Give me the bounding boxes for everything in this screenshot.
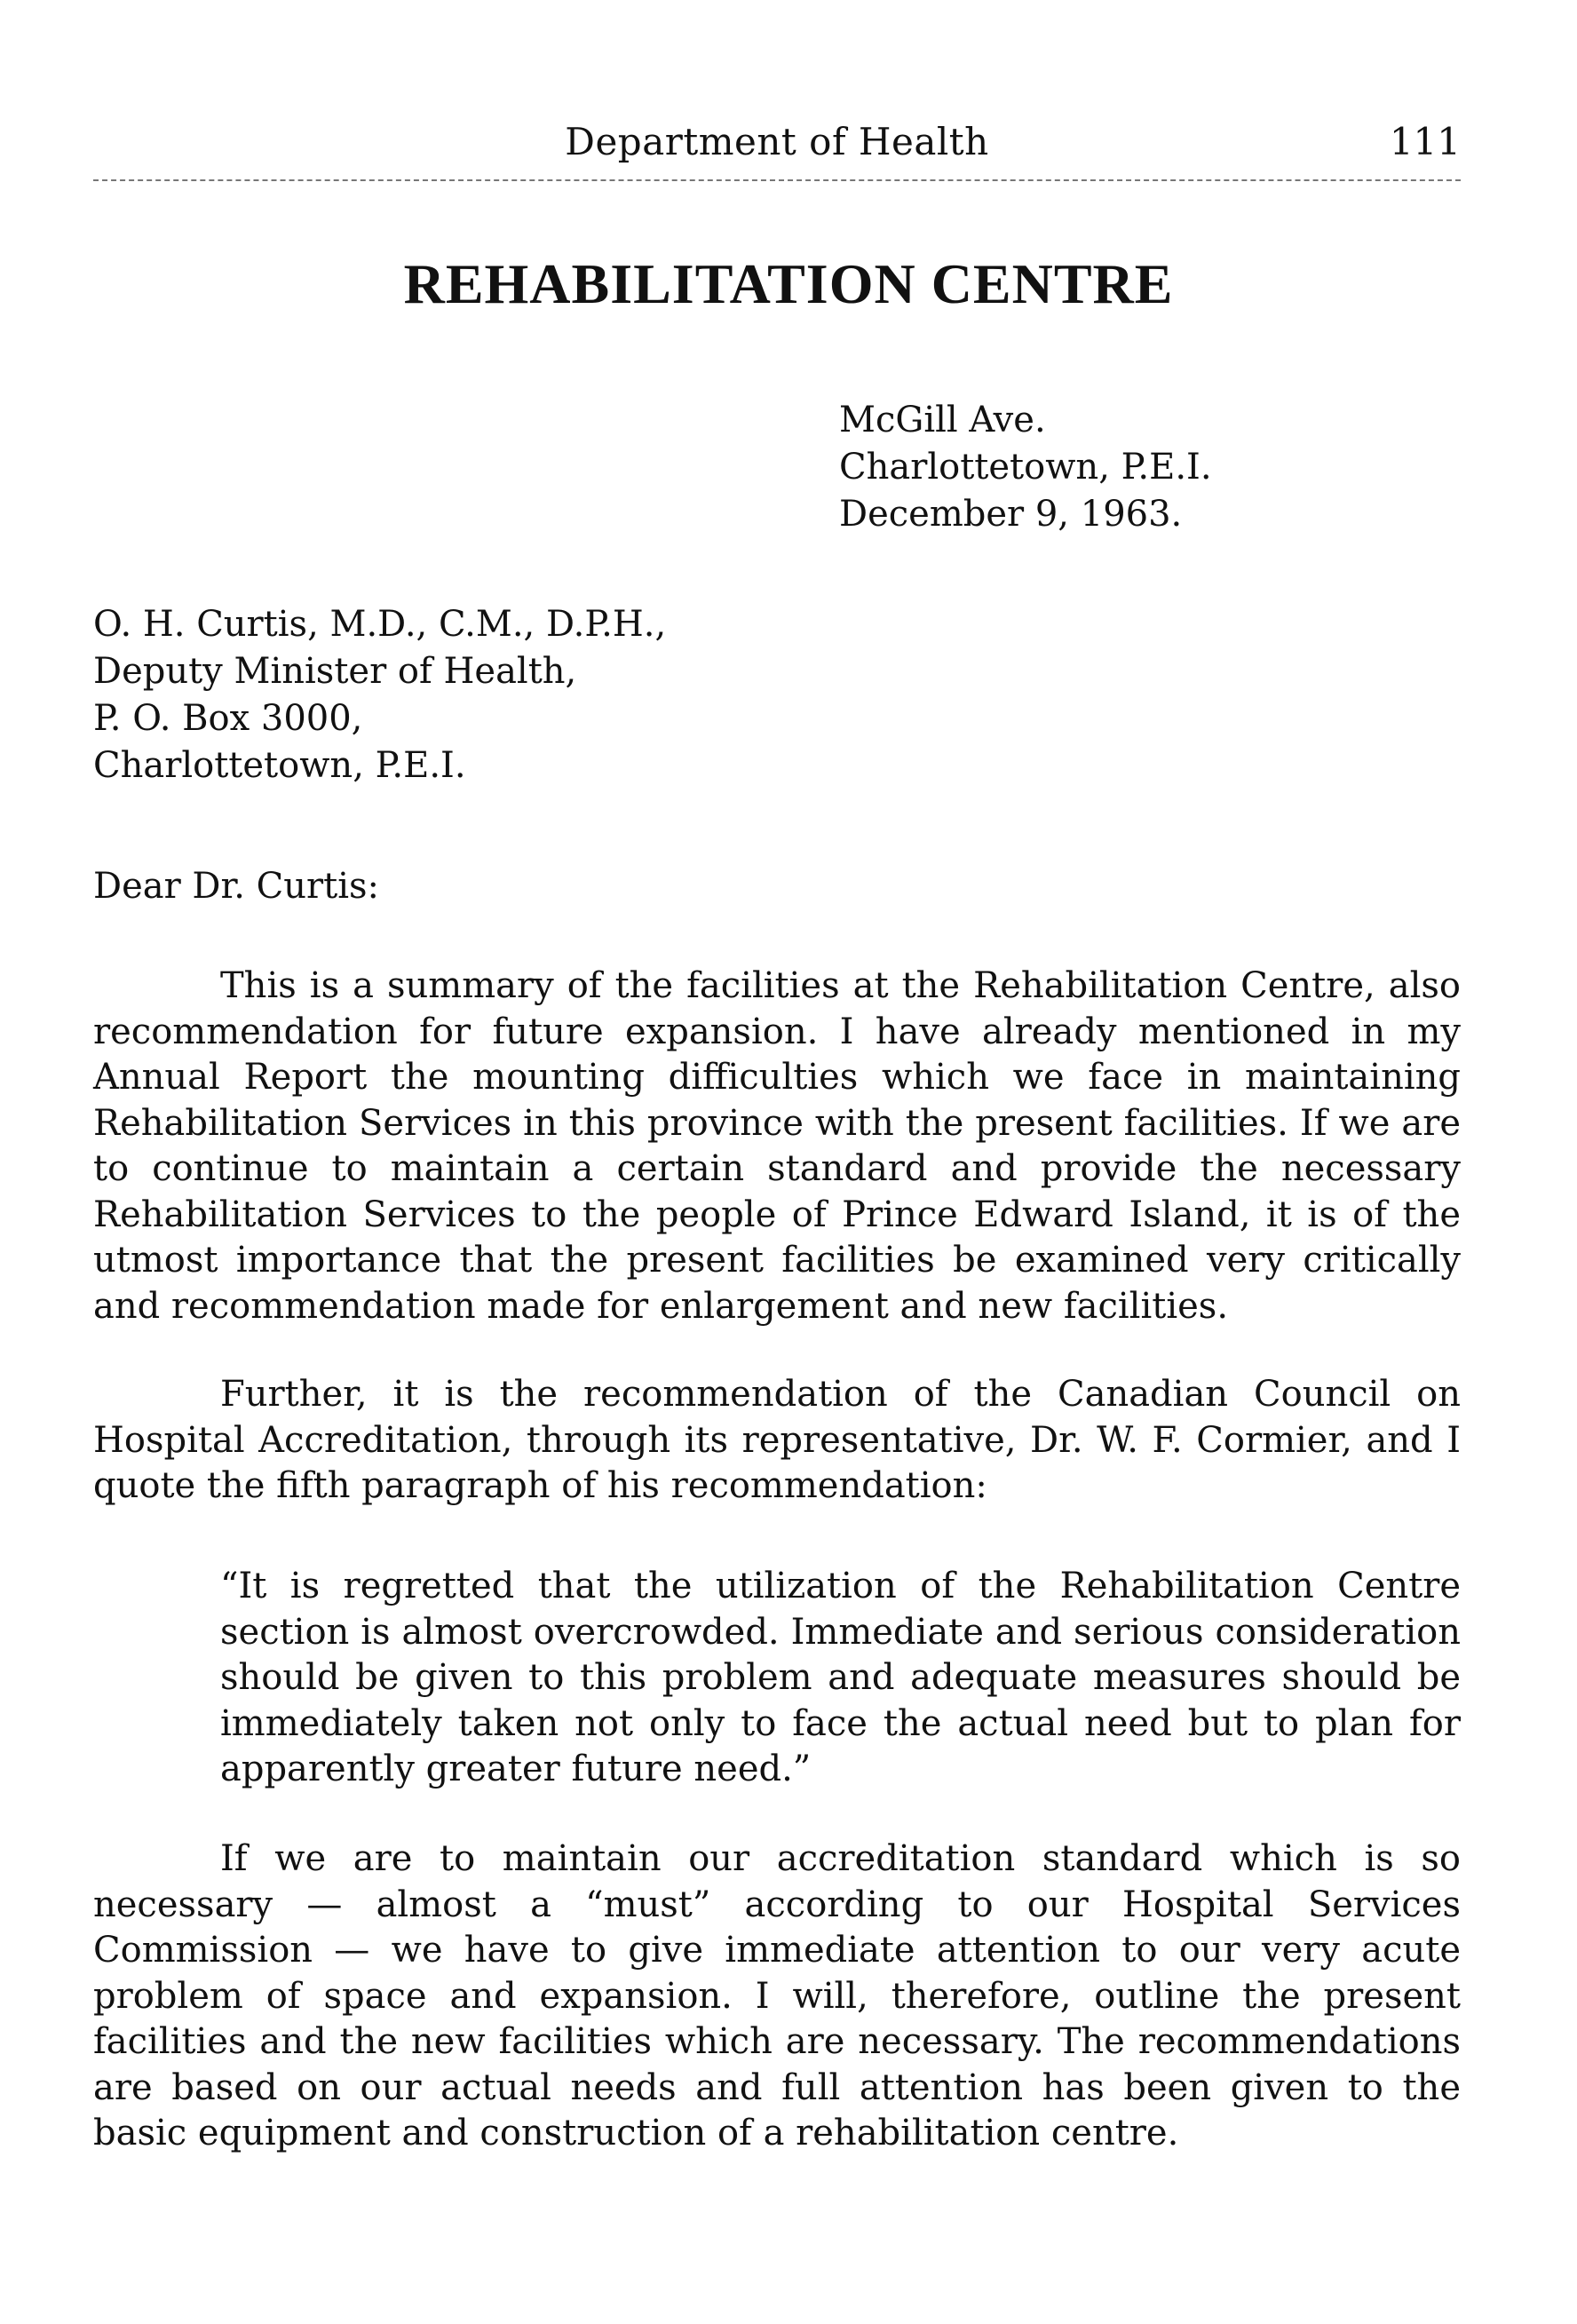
document-title: REHABILITATION CENTRE (403, 252, 1174, 315)
body-paragraph-3: If we are to maintain our accreditation standard which is so necessary — almost a “must” according to our Hospital Services Commission — we have to give immediate attention to our very acute problem of space and expansion. I will, therefore, outline the present facilities and the new facilities which are necessary. The recommendations are based on our actual needs and full attention has been given to the basic equipment and construction of a rehabilitation centre. (93, 1838, 1461, 2153)
running-header-title: Department of Health (565, 120, 989, 163)
recipient-title: Deputy Minister of Health, (93, 651, 577, 692)
recipient-name: O. H. Curtis, M.D., C.M., D.P.H., (93, 604, 667, 645)
recipient-city: Charlottetown, P.E.I. (93, 745, 466, 786)
body-paragraph-2: Further, it is the recommendation of the Canadian Council on Hospital Accreditation, through its representative, Dr. W. F. Cormier, and I quote the fifth paragraph of his recommendation: (93, 1374, 1461, 1506)
header-divider (93, 179, 1461, 181)
body-paragraph-1: This is a summary of the facilities at the Rehabilitation Centre, also recommendation for future expansion. I have already mentioned in my Annual Report the mounting difficulties which we face in maintaining Rehabilitation Services in this province with the present facilities. If we are to continue to maintain a certain standard and provide the necessary Rehabilitation Services to the people of Prince Edward Island, it is of the utmost importance that the present facilities be examined very critically and recommendation made for enlargement and new facilities. (93, 965, 1461, 1327)
sender-address (839, 397, 1212, 538)
page-number: 111 (1389, 120, 1461, 163)
recipient-box: P. O. Box 3000, (93, 698, 363, 739)
recipient-address (93, 601, 666, 789)
running-header (93, 115, 1461, 169)
salutation: Dear Dr. Curtis: (93, 866, 380, 907)
letter-date: December 9, 1963. (839, 494, 1183, 535)
sender-city: Charlottetown, P.E.I. (839, 447, 1212, 488)
block-quote: “It is regretted that the utilization of the Rehabilitation Centre section is almost overcrowded. Immediate and serious consideration should be given to this problem and adequate measures should be immediately taken not only to face the actual need but to plan for apparently greater future need.” (220, 1566, 1461, 1789)
sender-street: McGill Ave. (839, 400, 1046, 440)
